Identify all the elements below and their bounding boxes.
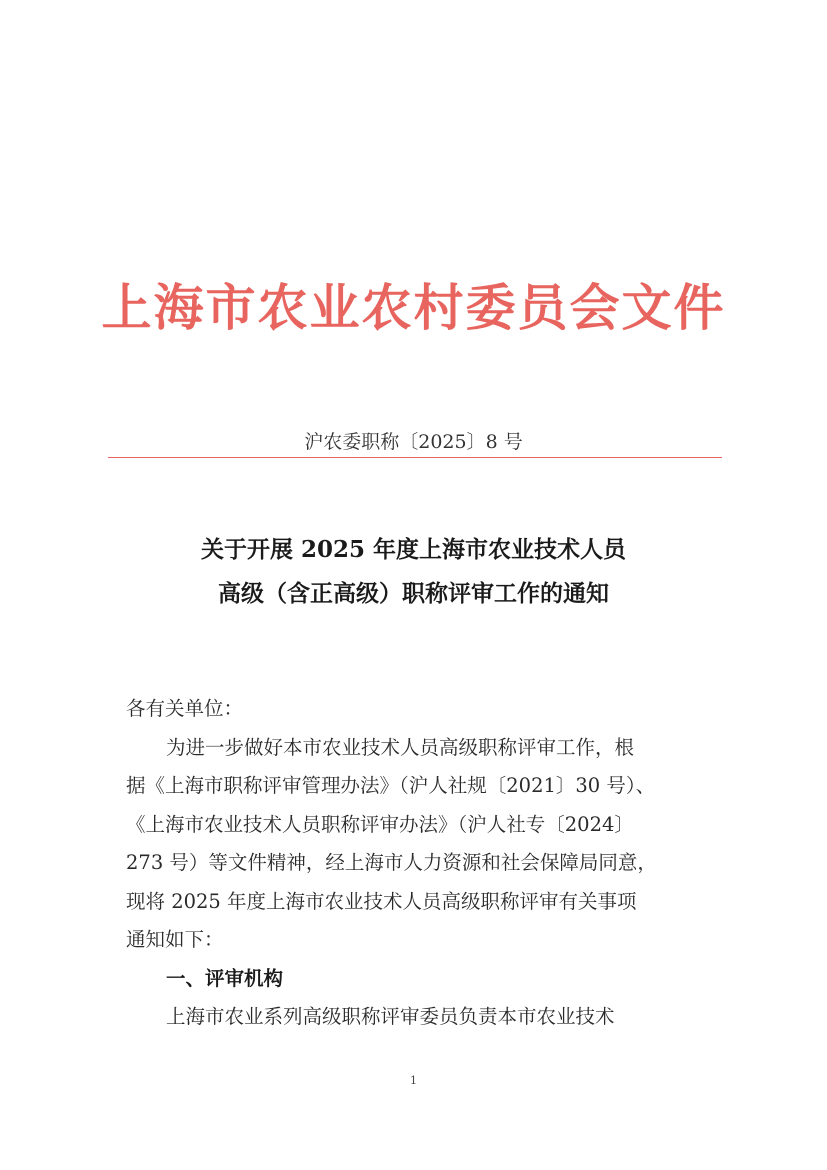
section-heading: 一、评审机构 bbox=[166, 966, 284, 990]
document-number: 沪农委职称〔2025〕8 号 bbox=[304, 431, 523, 453]
salutation: 各有关单位： bbox=[126, 697, 244, 720]
paragraph-line: 现将 2025 年度上海市农业技术人员高级职称评审有关事项 bbox=[126, 889, 637, 913]
paragraph-line: 为进一步做好本市农业技术人员高级职称评审工作，根 bbox=[166, 735, 635, 759]
paragraph-line: 273 号）等文件精神，经上海市人力资源和社会保障局同意， bbox=[126, 851, 657, 874]
section-paragraph-line: 上海市农业系列高级职称评审委员负责本市农业技术 bbox=[166, 1005, 615, 1028]
issuer-title: 上海市农业农村委员会文件 bbox=[101, 278, 726, 337]
paragraph-line: 《上海市农业技术人员职称评审办法》（沪人社专〔2024〕 bbox=[126, 812, 634, 836]
notice-title-line-1: 关于开展 2025 年度上海市农业技术人员 bbox=[200, 536, 627, 563]
paragraph-line: 通知如下： bbox=[126, 928, 224, 951]
paragraph-line: 据《上海市职称评审管理办法》（沪人社规〔2021〕30 号）、 bbox=[126, 774, 656, 797]
notice-title bbox=[0, 528, 827, 616]
red-divider-line bbox=[108, 457, 722, 458]
notice-title-line-2: 高级（含正高级）职称评审工作的通知 bbox=[218, 580, 609, 607]
page-number: 1 bbox=[410, 1074, 417, 1087]
notice-body bbox=[126, 690, 716, 1037]
